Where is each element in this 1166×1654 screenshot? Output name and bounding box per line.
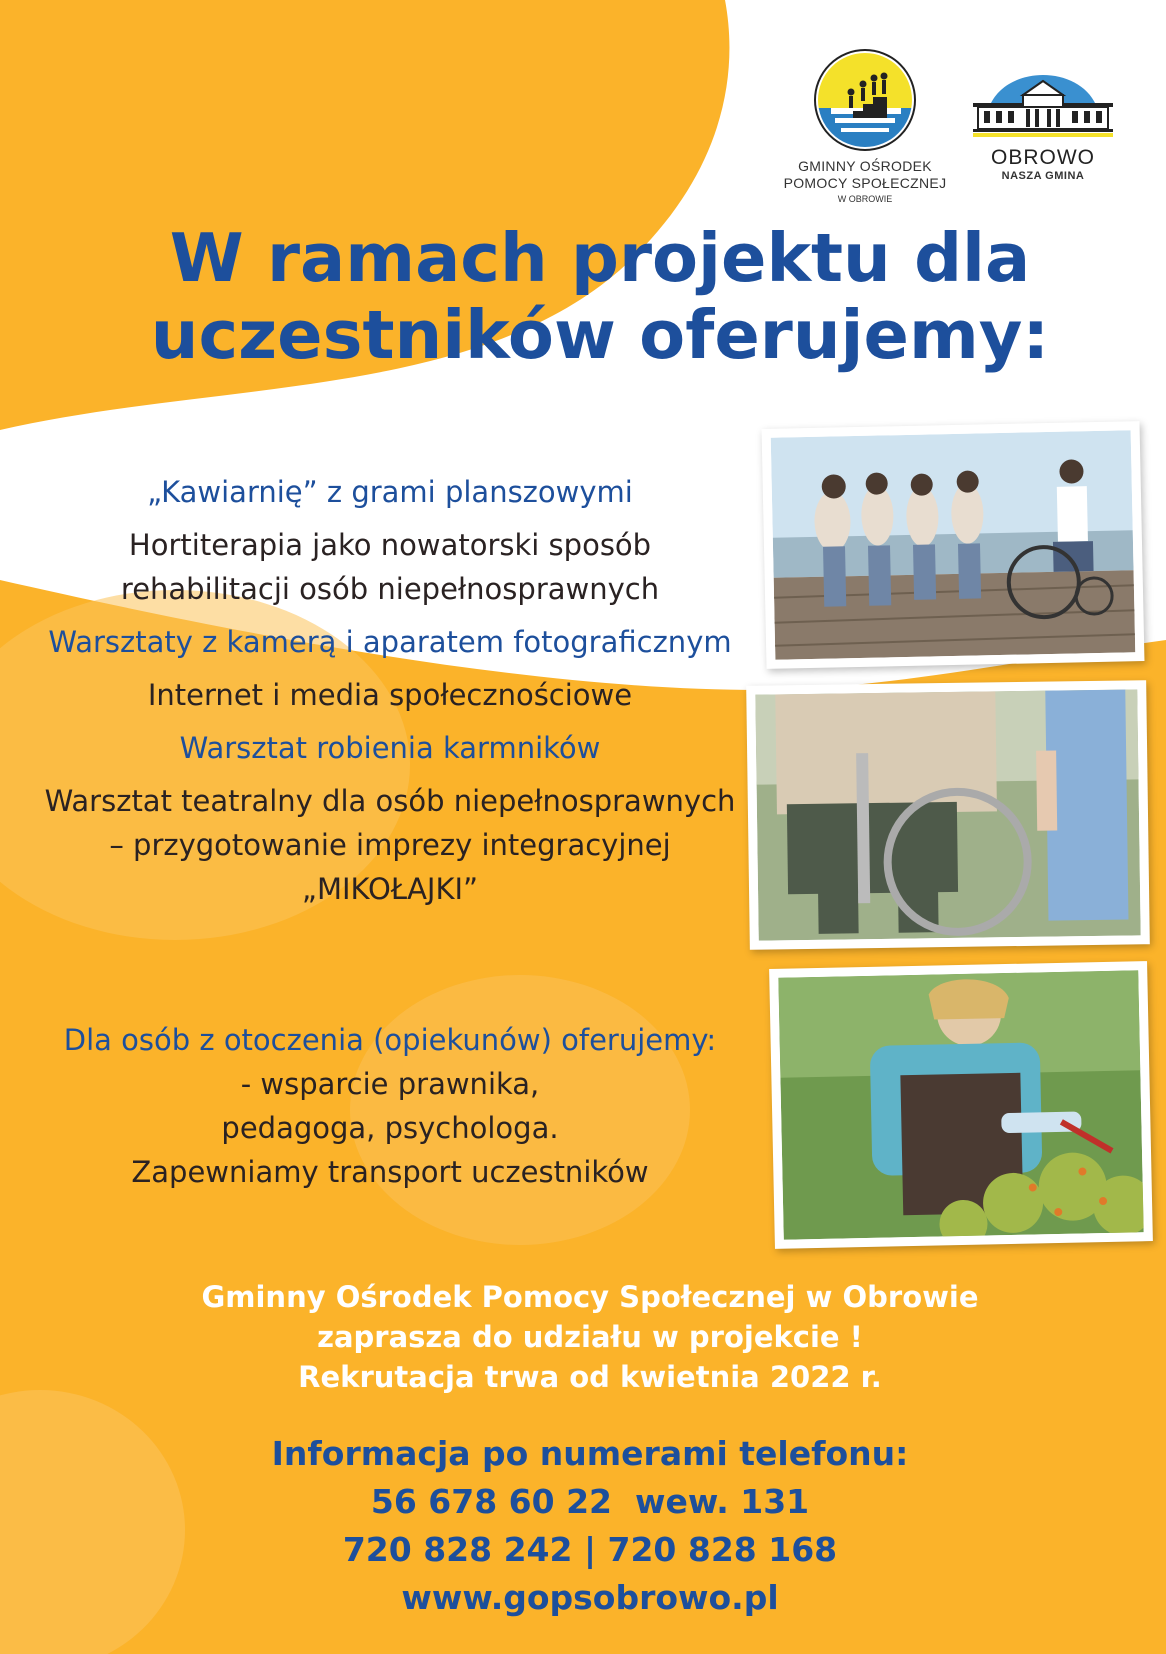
caregivers-line3: Zapewniamy transport uczestników — [131, 1155, 649, 1189]
offer-item-theatre-workshop: Warsztat teatralny dla osób niepełnosprawnych – przygotowanie imprezy integracyjnej „MIKOŁAJKI” — [44, 784, 736, 906]
offer-item-cafe: „Kawiarnię” z grami planszowymi — [147, 475, 633, 509]
invitation-line1: Gminny Ośrodek Pomocy Społecznej w Obrowie — [201, 1280, 979, 1314]
obrowo-logo — [968, 55, 1118, 182]
photo-gardening — [769, 961, 1153, 1249]
gops-logo — [770, 48, 960, 204]
offer-item-internet-media: Internet i media społecznościowe — [147, 678, 633, 712]
gops-name-line1: GMINNY OŚRODEK — [798, 158, 932, 174]
offer-item-hortitherapy: Hortiterapia jako nowatorski sposób rehabilitacji osób niepełnosprawnych — [120, 528, 660, 606]
obrowo-name: OBROWO — [991, 146, 1095, 169]
photo-friends-pier — [762, 421, 1145, 669]
caregivers-line1: - wsparcie prawnika, — [240, 1067, 540, 1101]
offer-item-birdfeeder-workshop: Warsztat robienia karmników — [179, 731, 601, 765]
caregivers-line2: pedagoga, psychologa. — [221, 1111, 559, 1145]
contact-heading: Informacja po numerami telefonu: — [271, 1434, 909, 1473]
title-line1: W ramach projektu dla — [169, 219, 1031, 297]
page-title — [120, 220, 1080, 374]
contact-phone-landline[interactable]: 56 678 60 22 wew. 131 — [370, 1482, 810, 1521]
offer-list — [40, 470, 740, 920]
gops-name-line3: W OBROWIE — [837, 194, 893, 204]
invitation-line3: Rekrutacja trwa od kwietnia 2022 r. — [298, 1360, 882, 1394]
caregivers-section — [40, 1018, 740, 1194]
contact-website-link[interactable]: www.gopsobrowo.pl — [401, 1578, 779, 1617]
contact-info — [180, 1430, 1000, 1622]
photo-wheelchair-walk — [746, 680, 1150, 950]
obrowo-tagline: NASZA GMINA — [1001, 170, 1085, 182]
invitation-line2: zaprasza do udziału w projekcie ! — [317, 1320, 863, 1354]
offer-item-camera-workshop: Warsztaty z kamerą i aparatem fotograficznym — [48, 625, 732, 659]
gops-name-line2: POMOCY SPOŁECZNEJ — [783, 175, 947, 191]
manor-house-icon — [968, 55, 1118, 137]
gops-emblem-icon — [813, 48, 917, 152]
contact-phones-mobile[interactable]: 720 828 242 | 720 828 168 — [342, 1530, 838, 1569]
caregivers-heading: Dla osób z otoczenia (opiekunów) oferujemy: — [63, 1023, 717, 1057]
title-line2: uczestników oferujemy: — [150, 296, 1050, 374]
invitation — [130, 1277, 1050, 1397]
